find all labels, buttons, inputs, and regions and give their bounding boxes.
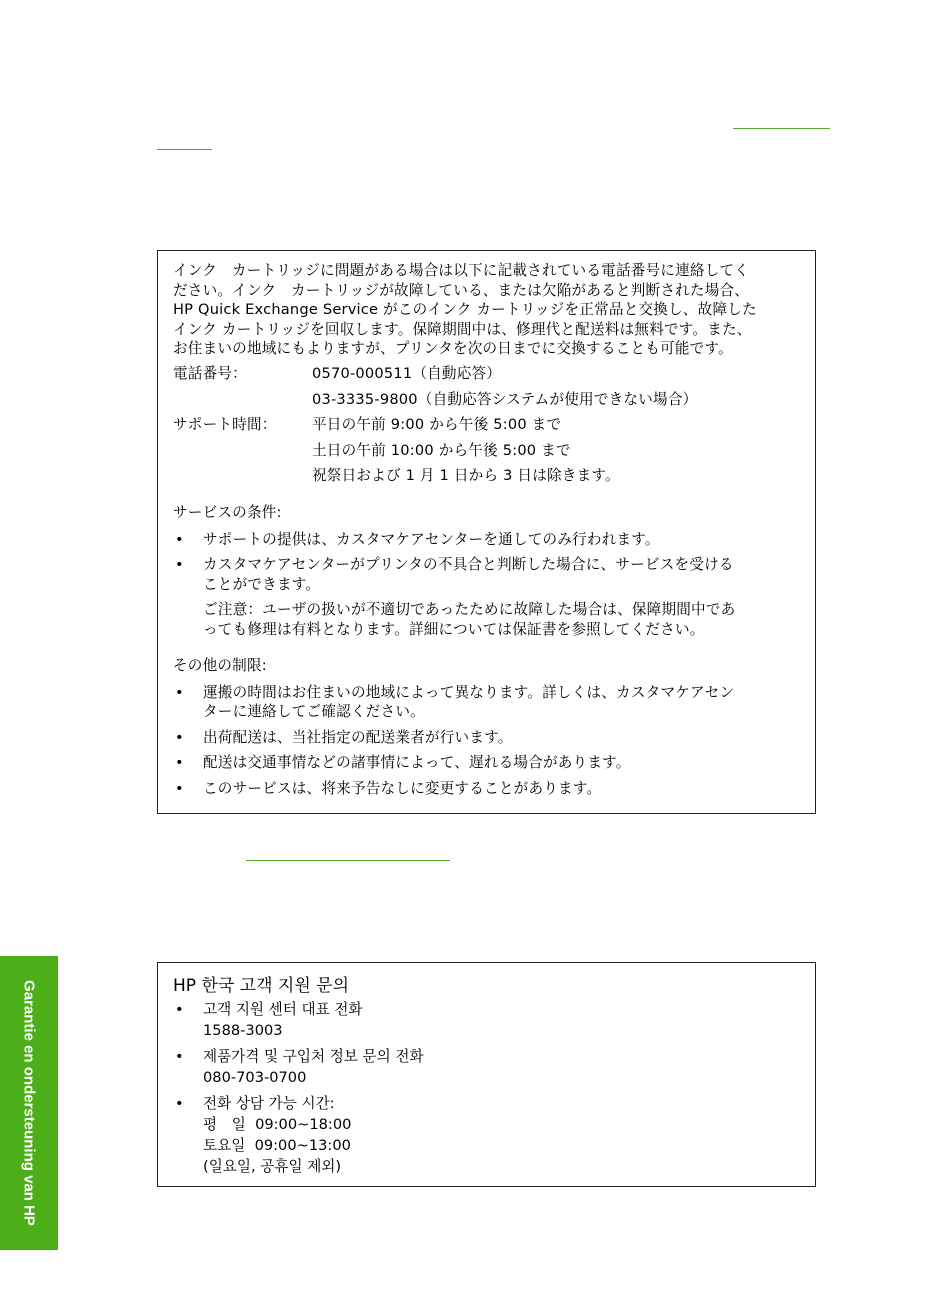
- hours-weekday: 平日の午前 9:00 から午後 5:00 まで: [312, 416, 562, 433]
- korea-support-box: [157, 962, 816, 1187]
- limit-item: • このサービスは、将来予告なしに変更することがあります。: [173, 779, 805, 799]
- jp-intro-line: HP Quick Exchange Service がこのインク カートリッジを正常品と交換し、故障した: [173, 301, 757, 318]
- hours-label: サポート時間：: [173, 416, 277, 433]
- condition-item: • カスタマケアセンターがプリンタの不具合と判断した場合に、サービスを受ける ことができます。: [173, 555, 805, 594]
- limit-item: • 運搬の時間はお住まいの地域によって異なります。詳しくは、カスタマケアセン ターに連絡してご確認ください。: [173, 683, 805, 722]
- phone-number-2: 03-3335-9800（自動応答システムが使用できない場合）: [312, 390, 698, 408]
- chapter-side-tab: [0, 956, 58, 1250]
- conditions-title: サービスの条件:: [173, 504, 282, 521]
- limit-item: • 配送は交通事情などの諸事情によって、遅れる場合があります。: [173, 753, 805, 773]
- jp-intro-line: インク カートリッジを回収します。保障期間中は、修理代と配送料は無料です。また、: [173, 320, 752, 338]
- limit-item: • 出荷配送は、当社指定の配送業者が行います。: [173, 728, 805, 748]
- jp-intro-line: インク カートリッジに問題がある場合は以下に記載されている電話番号に連絡してく: [173, 262, 750, 279]
- jp-intro-line: お住まいの地域にもよりますが、プリンタを次の日までに交換することも可能です。: [173, 340, 733, 357]
- kr-title: HP 한국 고객 지원 문의: [173, 976, 350, 996]
- japan-support-box: [157, 250, 816, 814]
- jp-limits: [173, 656, 805, 798]
- jp-conditions: [173, 503, 805, 639]
- phone-number-1: 0570-000511（自動応答）: [312, 365, 502, 382]
- link-underline-top-right[interactable]: [733, 128, 830, 129]
- jp-intro: [173, 261, 805, 359]
- phone-label: 電話番号：: [173, 365, 247, 382]
- kr-contact-item: • 전화 상담 가능 시간: 평 일 09:00~18:00 토요일 09:00~13:00 (일요일, 공휴일 제외): [173, 1093, 805, 1177]
- link-underline-middle[interactable]: [246, 860, 450, 861]
- hours-weekend: 土日の午前 10:00 から午後 5:00 まで: [312, 441, 571, 459]
- kr-contact-item: • 제품가격 및 구입처 정보 문의 전화 080-703-0700: [173, 1046, 805, 1088]
- jp-intro-line: ださい。インク カートリッジが故障している、または欠陥があると判断された場合、: [173, 281, 750, 299]
- condition-item: • サポートの提供は、カスタマケアセンターを通してのみ行われます。: [173, 530, 805, 550]
- link-underline-top-left[interactable]: [157, 149, 212, 150]
- hours-holidays: 祝祭日および 1 月 1 日から 3 日は除きます。: [312, 467, 620, 484]
- condition-note: ご注意：ユーザの扱いが不適切であったために故障した場合は、保障期間中であ っても修理は有料となります。詳細については保証書を参照してください。: [203, 601, 736, 638]
- jp-contact-table: [173, 361, 805, 489]
- chapter-tab-label: Garantie en ondersteuning van HP: [20, 980, 38, 1226]
- kr-contact-item: • 고객 지원 센터 대표 전화 1588-3003: [173, 999, 805, 1041]
- limits-title: その他の制限:: [173, 657, 267, 674]
